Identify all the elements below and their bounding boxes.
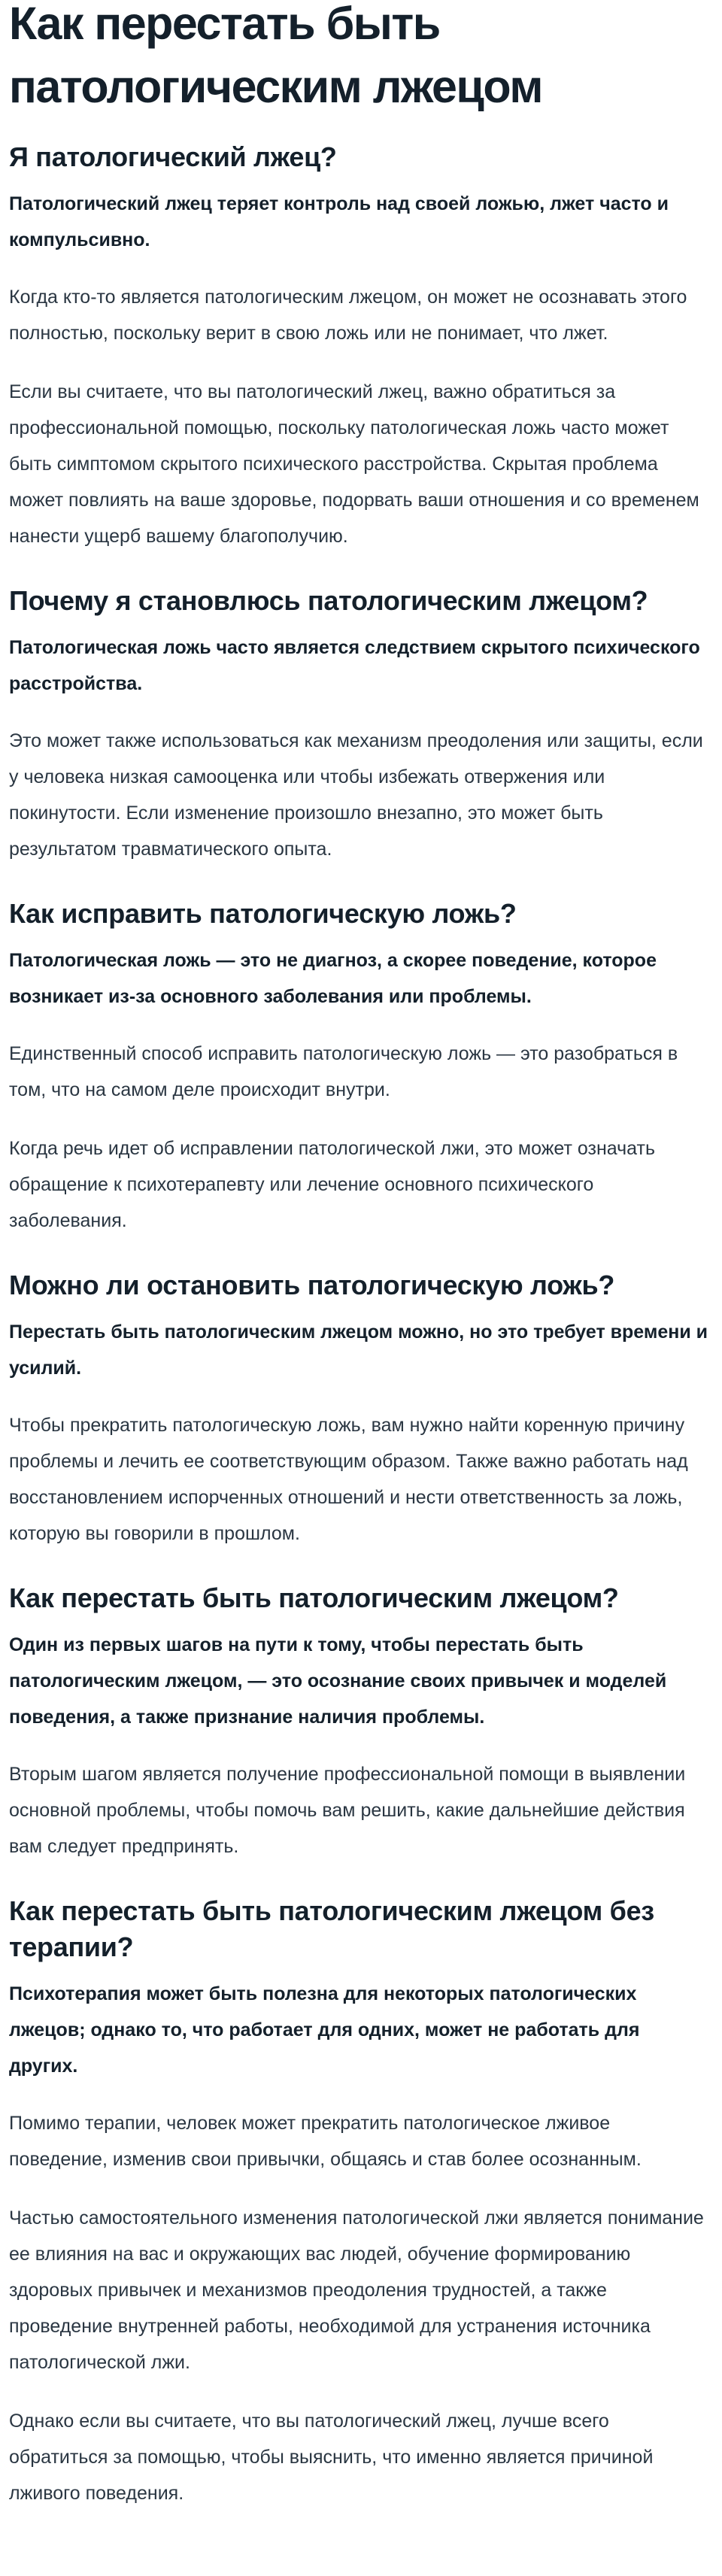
section-lead: Патологическая ложь часто является следствием скрытого психического расстройства. bbox=[9, 637, 700, 694]
section-heading: Как перестать быть патологическим лжецом без терапии? bbox=[9, 1895, 654, 1962]
section-how-to-fix bbox=[9, 896, 713, 1239]
section-how-to-stop bbox=[9, 1580, 713, 1864]
section-lead: Один из первых шагов на пути к тому, чтобы перестать быть патологическим лжецом, — это осознание своих привычек и моделей поведения, а также признание наличия проблемы. bbox=[9, 1634, 667, 1728]
section-paragraph: Чтобы прекратить патологическую ложь, вам нужно найти коренную причину проблемы и лечить ее соответствующим образом. Также важно работать над восстановлением испорченных отношений и нести ответственность за ложь, которую вы говорили в прошлом. bbox=[9, 1415, 688, 1544]
section-heading: Как перестать быть патологическим лжецом? bbox=[9, 1582, 619, 1613]
section-lead: Патологический лжец теряет контроль над своей ложью, лжет часто и компульсивно. bbox=[9, 193, 669, 250]
section-lead: Перестать быть патологическим лжецом можно, но это требует времени и усилий. bbox=[9, 1321, 708, 1379]
section-heading: Я патологический лжец? bbox=[9, 141, 337, 172]
section-paragraph: Если вы считаете, что вы патологический лжец, важно обратиться за профессиональной помощью, поскольку патологическая ложь часто может быть симптомом скрытого психического расстройства. Скрытая проблема может повлиять на ваше здоровье, подорвать ваши отношения и со временем нанести ущерб вашему благополучию. bbox=[9, 381, 699, 547]
section-paragraph: Когда речь идет об исправлении патологической лжи, это может означать обращение к психотерапевту или лечение основного психического заболевания. bbox=[9, 1138, 655, 1231]
section-without-therapy bbox=[9, 1893, 713, 2511]
section-can-stop bbox=[9, 1267, 713, 1552]
section-lead: Психотерапия может быть полезна для некоторых патологических лжецов; однако то, что работает для одних, может не работать для других. bbox=[9, 1983, 640, 2077]
section-paragraph: Помимо терапии, человек может прекратить патологическое лживое поведение, изменив свои привычки, общаясь и став более осознанным. bbox=[9, 2113, 642, 2170]
section-paragraph: Единственный способ исправить патологическую ложь — это разобраться в том, что на самом деле происходит внутри. bbox=[9, 1043, 678, 1100]
section-paragraph: Вторым шагом является получение профессиональной помощи в выявлении основной проблемы, чтобы помочь вам решить, какие дальнейшие действия вам следует предпринять. bbox=[9, 1764, 686, 1857]
section-heading: Можно ли остановить патологическую ложь? bbox=[9, 1270, 615, 1300]
section-heading: Как исправить патологическую ложь? bbox=[9, 898, 517, 929]
section-heading: Почему я становлюсь патологическим лжецом? bbox=[9, 585, 648, 616]
section-paragraph: Однако если вы считаете, что вы патологический лжец, лучше всего обратиться за помощью, чтобы выяснить, что именно является причиной лживого поведения. bbox=[9, 2411, 654, 2504]
section-paragraph: Когда кто-то является патологическим лжецом, он может не осознавать этого полностью, поскольку верит в свою ложь или не понимает, что лжет. bbox=[9, 287, 687, 344]
section-paragraph: Это может также использоваться как механизм преодоления или защиты, если у человека низкая самооценка или чтобы избежать отвержения или покинутости. Если изменение произошло внезапно, это может быть результатом травматического опыта. bbox=[9, 730, 703, 860]
section-lead: Патологическая ложь — это не диагноз, а скорее поведение, которое возникает из-за основного заболевания или проблемы. bbox=[9, 950, 657, 1007]
section-why-becoming-liar bbox=[9, 583, 713, 867]
section-am-i-liar bbox=[9, 139, 713, 554]
section-paragraph: Частью самостоятельного изменения патологической лжи является понимание ее влияния на вас и окружающих вас людей, обучение формированию здоровых привычек и механизмов преодоления трудностей, а также проведение внутренней работы, необходимой для устранения источника патологической лжи. bbox=[9, 2207, 704, 2373]
article-title: Как перестать быть патологическим лжецом bbox=[9, 0, 542, 112]
